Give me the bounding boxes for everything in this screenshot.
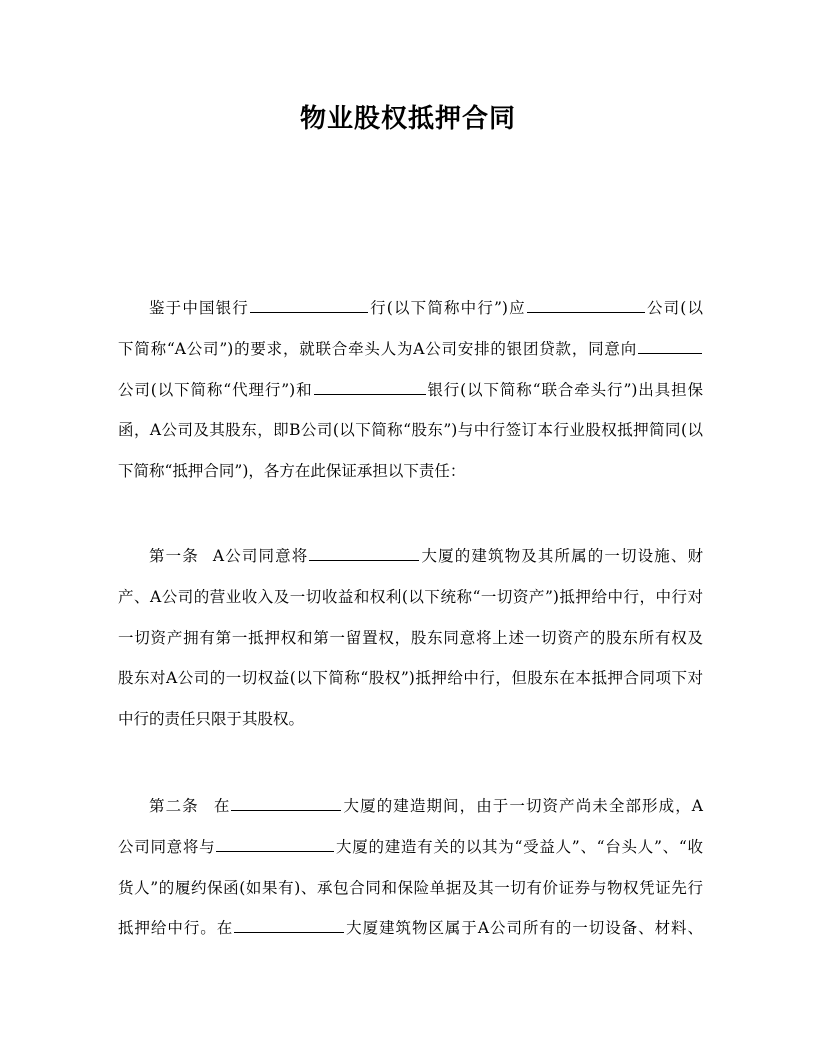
text-segment: 鉴于中国银行: [149, 299, 249, 317]
text-segment: 大厦的建筑物及其所属的一切设施、财: [420, 547, 703, 565]
paragraph-preamble: [118, 288, 703, 492]
text-line: [118, 908, 703, 949]
document-title: 物业股权抵押合同: [299, 104, 516, 134]
text-segment: 大厦建筑物区属于A公司所有的一切设备、材料、: [345, 919, 703, 938]
fill-blank: [216, 836, 334, 852]
text-segment: 公司(以: [645, 299, 703, 317]
fill-blank: [638, 338, 702, 354]
text-segment: 大厦的建造期间，由于一切资产尚未全部形成，A: [342, 797, 703, 815]
text-line: [118, 536, 703, 577]
article-number: 第一条: [149, 547, 199, 565]
fill-blank: [234, 917, 344, 933]
text-segment: 在: [212, 797, 231, 815]
text-line: [118, 370, 703, 411]
fill-blank: [314, 379, 426, 395]
fill-blank: [231, 795, 341, 811]
article-number: 第二条: [149, 797, 199, 815]
text-line: [118, 288, 703, 329]
text-line: 一切资产拥有第一抵押权和第一留置权，股东同意将上述一切资产的股东所有权及: [118, 628, 703, 647]
text-line: 下简称“抵押合同”)，各方在此保证承担以下责任：: [118, 462, 466, 481]
text-segment: 抵押给中行。在: [118, 919, 234, 938]
text-segment: 银行(以下简称“联合牵头行”)出具担保: [426, 380, 703, 399]
fill-blank: [309, 545, 419, 561]
text-segment: 公司(以下简称“代理行”)和: [118, 380, 313, 399]
text-segment: 行(以下简称中行”)应: [368, 299, 526, 317]
text-segment: A公司同意将: [212, 547, 309, 565]
text-line: 货人”的履约保函(如果有)、承包合同和保险单据及其一切有价证券与物权凭证先行: [118, 878, 703, 897]
fill-blank: [527, 297, 645, 313]
text-segment: 公司同意将与: [118, 837, 216, 856]
text-segment: 大厦的建造有关的以其为“受益人”、“台头人”、“收: [335, 837, 703, 856]
text-line: 中行的责任只限于其股权。: [118, 710, 305, 729]
text-line: [118, 786, 703, 827]
text-line: [118, 827, 703, 868]
paragraph-article-1: [118, 536, 703, 740]
text-line: 函，A公司及其股东，即B公司(以下简称“股东”)与中行签订本行业股权抵押简同(以: [118, 421, 703, 440]
text-line: [118, 329, 703, 370]
text-segment: 下简称“A公司”)的要求，就联合牵头人为A公司安排的银团贷款，同意向: [118, 339, 637, 358]
text-line: 产、A公司的营业收入及一切收益和权利(以下统称“一切资产”)抵押给中行，中行对: [118, 587, 703, 606]
text-line: 股东对A公司的一切权益(以下简称“股权”)抵押给中行，但股东在本抵押合同项下对: [118, 669, 703, 688]
paragraph-article-2: [118, 786, 703, 949]
fill-blank: [250, 297, 368, 313]
